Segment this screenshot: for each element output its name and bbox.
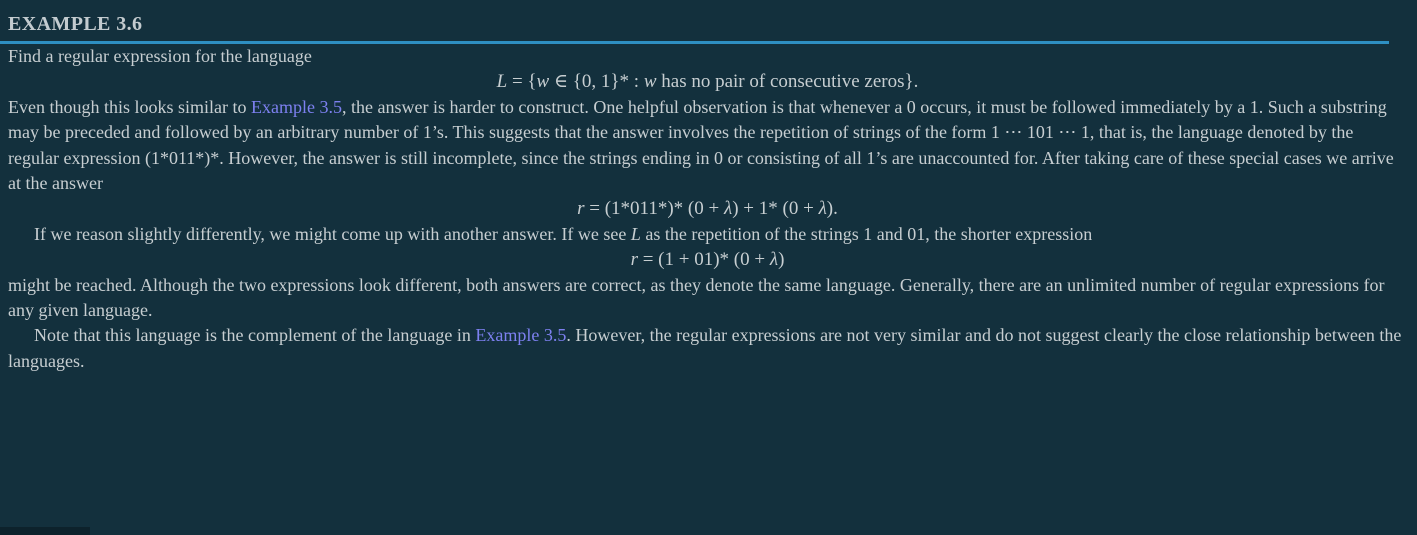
math-variable: L	[630, 223, 641, 244]
text-run: has no pair of consecutive zeros}.	[656, 71, 919, 93]
text-run: as the repetition of the strings 1 and 01, the shorter expression	[640, 223, 1093, 244]
example-content	[0, 44, 1417, 374]
math-variable: r	[577, 198, 585, 220]
text-run: , the answer is harder to construct. One helpful observation is that whenever a 0 occurs, it must be followed immediately by a 1. Such a substring may be preceded and followed by an arbitrary number of 1’s. This suggests that the answer involves the repetition of strings of the form 1 ⋯ 101 ⋯ 1, that is, the language denoted by the regular expression (1*011*)*. However, the answer is still incomplete, since the strings ending in 0 or consisting of all 1’s are unaccounted for. After taking care of these special cases we arrive at the answer	[8, 96, 1394, 194]
text-run: = (1 + 01)* (0 +	[637, 249, 770, 271]
math-variable: λ	[818, 198, 827, 220]
text-run: Even though this looks similar to	[8, 96, 251, 117]
link-example-3-5[interactable]: Example 3.5	[251, 96, 342, 117]
text-run: ) + 1* (0 +	[732, 198, 819, 220]
text-run: ∈ {0, 1}* :	[549, 71, 644, 93]
math-variable: λ	[769, 249, 779, 271]
link-example-3-5[interactable]: Example 3.5	[475, 325, 567, 346]
math-variable: λ	[723, 198, 733, 220]
intro-line: Find a regular expression for the language	[8, 46, 312, 66]
paragraph-alternative	[8, 222, 1407, 247]
text-run: Note that this language is the complement of the language in	[34, 325, 476, 346]
bottom-edge-fragment	[0, 527, 90, 535]
paragraph-note	[8, 323, 1407, 374]
language-definition-formula	[8, 69, 1407, 94]
text-run: = {	[507, 71, 537, 93]
answer-formula-2	[8, 247, 1407, 272]
answer-formula-1	[8, 196, 1407, 221]
math-variable: L	[496, 71, 508, 93]
paragraph-observation	[8, 95, 1407, 197]
text-run: = (1*011*)* (0 +	[584, 198, 724, 220]
paragraph-conclusion	[8, 273, 1407, 324]
text-run: . However, the regular expressions are not very similar and do not suggest clearly the close relationship between the languages.	[8, 325, 1402, 371]
example-title: EXAMPLE 3.6	[8, 13, 143, 35]
math-variable: w	[643, 71, 657, 93]
text-run: ).	[826, 198, 838, 220]
text-run: )	[778, 249, 785, 271]
math-variable: r	[630, 249, 638, 271]
text-run: might be reached. Although the two expressions look different, both answers are correct, as they denote the same language. Generally, there are an unlimited number of regular expressions for any given language.	[8, 274, 1385, 321]
text-run: If we reason slightly differently, we might come up with another answer. If we see	[34, 223, 631, 244]
example-header	[0, 13, 1389, 44]
math-variable: w	[536, 71, 550, 93]
